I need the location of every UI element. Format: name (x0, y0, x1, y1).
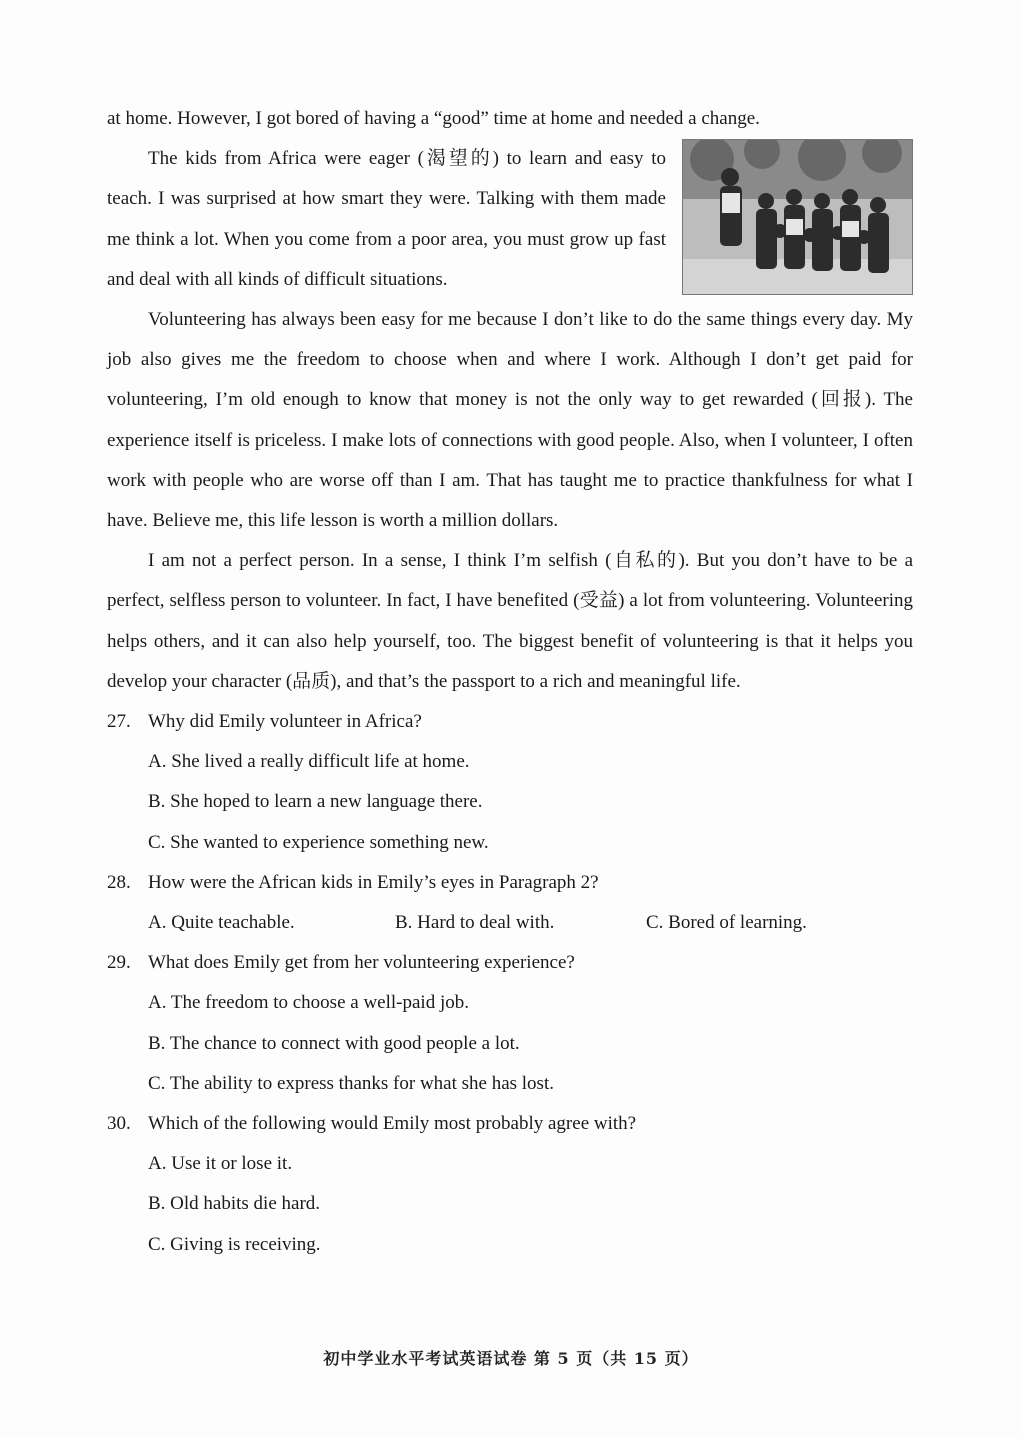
passage-paragraph-3: Volunteering has always been easy for me because I don’t like to do the same things every day. My job also gives me the freedom to choose when and where I work. Although I don’t get paid for volunteering, I’m old enough to know that money is not the only way to get rewarded (回报). The experience itself is priceless. I make lots of connections with good people. Also, when I volunteer, I often work with people who are worse off than I am. That has taught me to practice thankfulness for what I have. Believe me, this life lesson is worth a million dollars. (107, 309, 913, 532)
option-b[interactable]: B. The chance to connect with good people a lot. (148, 1032, 520, 1054)
option-c[interactable]: C. Giving is receiving. (148, 1233, 321, 1255)
option-c[interactable]: C. She wanted to experience something new. (148, 831, 489, 853)
passage-paragraph-continued: at home. However, I got bored of having a “good” time at home and needed a change. (107, 108, 760, 129)
question-text: Why did Emily volunteer in Africa? (148, 711, 422, 733)
question-text: What does Emily get from her volunteering experience? (148, 952, 575, 974)
option-a[interactable]: A. Quite teachable. (148, 912, 295, 934)
question-29 (107, 943, 913, 1104)
question-27 (107, 702, 913, 863)
volunteer-kids-photo (682, 139, 913, 295)
passage-paragraph-4: I am not a perfect person. In a sense, I think I’m selfish (自私的). But you don’t have to be a perfect, selfless person to volunteer. In fact, I have benefited (受益) a lot from volunteering. Volunteering helps others, and it can also help yourself, too. The biggest benefit of volunteering is that it helps you develop your character (品质), and that’s the passport to a rich and meaningful life. (107, 550, 913, 692)
question-text: Which of the following would Emily most probably agree with? (148, 1113, 637, 1135)
option-a[interactable]: A. She lived a really difficult life at home. (148, 751, 470, 773)
option-b[interactable]: B. She hoped to learn a new language there. (148, 791, 483, 813)
option-c[interactable]: C. The ability to express thanks for what she has lost. (148, 1072, 554, 1094)
option-b[interactable]: B. Hard to deal with. (395, 912, 555, 934)
question-30 (107, 1104, 913, 1265)
question-number: 29. (107, 952, 131, 974)
option-c[interactable]: C. Bored of learning. (646, 912, 807, 934)
page-footer: 初中学业水平考试英语试卷 第 5 页（共 15 页） (323, 1349, 699, 1368)
reading-passage (107, 99, 913, 1265)
passage-paragraph-2: The kids from Africa were eager (渴望的) to learn and easy to teach. I was surprised at how smart they were. Talking with them made me think a lot. When you come from a poor area, you must grow up fast and deal with all kinds of difficult situations. (107, 148, 666, 290)
question-number: 30. (107, 1113, 131, 1135)
question-28 (107, 863, 913, 943)
question-number: 28. (107, 871, 131, 893)
question-text: How were the African kids in Emily’s eyes in Paragraph 2? (148, 871, 599, 893)
option-b[interactable]: B. Old habits die hard. (148, 1193, 321, 1215)
question-number: 27. (107, 711, 131, 733)
option-a[interactable]: A. Use it or lose it. (148, 1153, 293, 1175)
option-a[interactable]: A. The freedom to choose a well-paid job. (148, 992, 469, 1014)
